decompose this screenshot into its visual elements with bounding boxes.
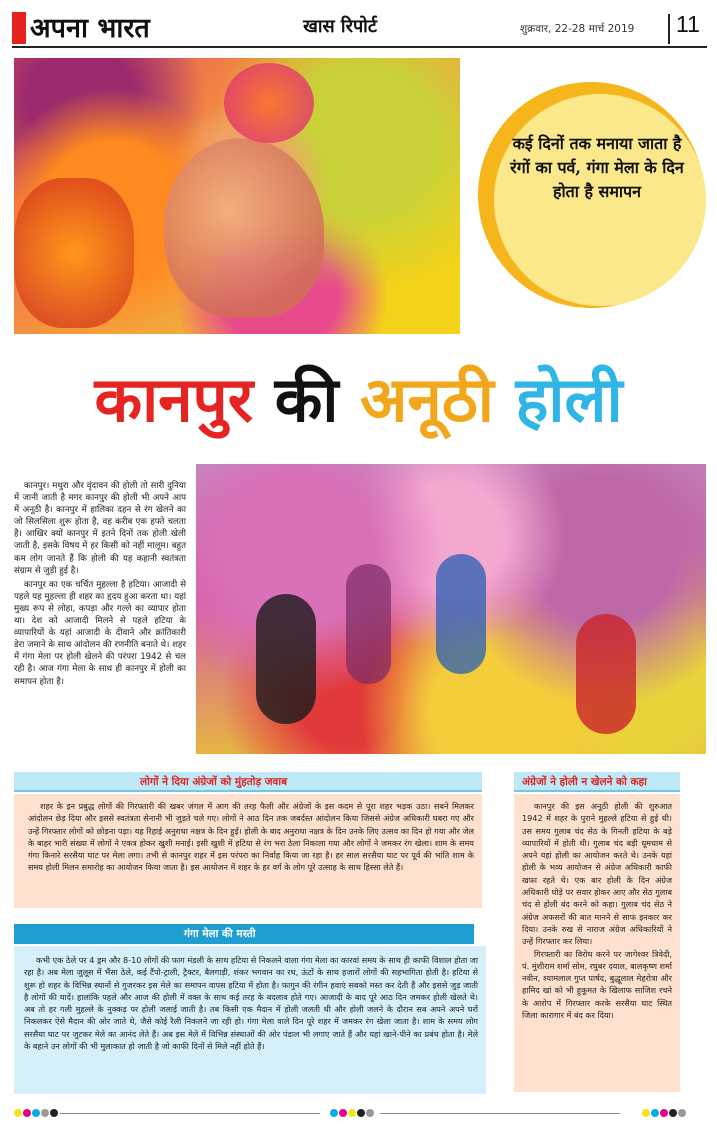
intro-paragraph: कानपुर। मथुरा और वृंदावन की होली तो सारी दुनिया में जानी जाती है मगर कानपुर की होली भी अपने आप में अनूठी है। कानपुर में हालिका दहन से रंग खेलने का जो सिलसिला शुरू होता है, वह करीब एक हफ्ते चलता है। आखिर क्यों कानपुर में इतने दिनों तक होली खेली जाती है, इसके विषय में हर किसी को नहीं मालूम। बहुत कम लोग जानते हैं कि होली की यह कहानी स्वतंत्रता संग्राम से जुड़ी हुई है। [14, 481, 186, 576]
photo-shape [256, 594, 316, 724]
registration-dot [23, 1109, 31, 1117]
registration-dot [50, 1109, 58, 1117]
registration-dot [678, 1109, 686, 1117]
holi-photo-top [14, 58, 460, 334]
photo-shape [576, 614, 636, 734]
registration-dot [14, 1109, 22, 1117]
registration-dot [651, 1109, 659, 1117]
article-paragraph: गिरफ्तारी का विरोध करने पर जागेश्वर त्रिवेदी, पं. मुंशीराम शर्मा सोम, रघुबर दयाल, बालकृष्ण शर्मा नवीन, श्यामलाल गुप्त पार्षद, बुद्धूलाल मेहरोत्रा और हामिद खां को भी हुकूमत के खिलाफ साजिश रचने के आरोप में गिरफ्तार करके सरसैया घाट स्थित जिला कारागार में बंद कर दिया। [522, 948, 672, 1021]
article-body: कभी एक ठेले पर 4 ड्रम और 8-10 लोगों की फाग मंडली के साथ हटिया से निकलने वाला गंगा मेला का कारवां समय के साथ ही काफी विशाल होता जा रहा है। अब मेला जुलूस में भैंसा ठेले, कई टैंपो-ट्राली, ट्रैक्टर, बैलगाड़ी, शंकर भगवान का रथ, ऊंटों के साथ हजारों लोगों की सहभागिता होती है। हटिया से शुरू हो शहर के विभिन्न स्थानों से गुजरकर इस मेले का समापन वापस हटिया में होता है। फागुन की रंगीन हवाएं सबको मस्त कर देती हैं और इससे जुड़ जाती है लोगों की यादें। हालांकि पहले और आज की होली में वक्त के साथ कई तरह के बदलाव होते गए। आजादी के बाद पूरे आठ दिन जमकर होली खेलते थे। अब तो हर गली मुहल्ले के नुक्कड़ पर होली जलाई जाती है। तब किसी एक मैदान में होली जलती थी और होली जलने के दौरान सब अपने अपने घरों निकलकर ऐसे मैदान की ओर जाते थे, जैसे कोई रैली निकलने जा रही हो। गंगा मेला वाले दिन पूरे शहर में जमकर रंग खेला जाता है। शाम के समय लोग सरसैया घाट पर जुटकर मेले का आनंद लेते हैं। अब इस मेले में विभिन्न संस्थाओं की ओर पंडाल भी लगाए जाते हैं और यहां खाने-पीने का प्रबंध होता है। मेले के बहाने उन लोगों की भी मुलाकात हो जाती है जो काफी दिनों से मिले नहीं होते हैं। [24, 955, 478, 1052]
registration-dot [32, 1109, 40, 1117]
logo-bar [12, 12, 26, 44]
headline-word-ki: की [274, 363, 339, 436]
issue-date: शुक्रवार, 22-28 मार्च 2019 [520, 23, 635, 35]
header-divider [668, 14, 670, 44]
main-headline [0, 360, 717, 440]
registration-dot [339, 1109, 347, 1117]
section-heading: लोगों ने दिया अंग्रेजों को मुंहतोड़ जवाब [140, 776, 288, 788]
registration-dot [348, 1109, 356, 1117]
article-paragraph: कानपुर की इस अनूठी होली की शुरुआत 1942 में शहर के पुराने मुहल्ले हटिया से हुई थी। उस समय गुलाब चंद सेठ के गिनती हटिया के बड़े व्यापारियों में होती थी। गुलाब चंद बड़ी धूमधाम से अपने यहां होली का आयोजन करते थे। उनके यहां होली के भव्य आयोजन से अंग्रेज अधिकारी काफी खफा रहते थे। एक बार होली के दिन अंग्रेज अधिकारी घोड़े पर सवार होकर आए और सेठ गुलाब चंद से होली बंद करने को कहा। गुलाब चंद सेठ ने अंग्रेज अफसरों की बात मानने से साफ इनकार कर दिया। उनके रुख से नाराज अंग्रेज अधिकारियों ने उन्हें गिरफ्तार कर लिया। [522, 801, 672, 947]
crop-line [60, 1113, 320, 1114]
registration-dot [357, 1109, 365, 1117]
article-box-resistance [14, 794, 482, 908]
registration-dot [660, 1109, 668, 1117]
page-number: 11 [676, 11, 700, 37]
crop-line [380, 1113, 620, 1114]
intro-paragraph: कानपुर का एक चर्चित मुहल्ला है हटिया। आजादी से पहले यह मुहल्ला ही शहर का हृदय हुआ करता था। यहां मुख्य रूप से लोहा, कपड़ा और गल्ले का व्यापार होता था। देश को आजादी मिलने से पहले हटिया के व्यापारियों के यहां आजादी के दीवाने और क्रांतिकारी डेरा जमाने के साथ आंदोलन की रणनीति बनाते थे। शहर में गंगा मेला पर होली खेलने की परंपरा 1942 से चल रही है। आज गंगा मेला के साथ ही कानपुर में होली का समापन होता है। [14, 579, 186, 687]
intro-column [14, 480, 186, 690]
newspaper-logo: अपना भारत [30, 13, 150, 44]
headline-word-anuthi: अनूठी [360, 363, 494, 436]
page-header [0, 0, 717, 48]
callout-text: कई दिनों तक मनाया जाता है रंगों का पर्व, गंगा मेला के दिन होता है समापन [510, 134, 684, 201]
header-rule [12, 46, 707, 48]
registration-dot [366, 1109, 374, 1117]
registration-marks-center [330, 1109, 374, 1117]
registration-marks-left [14, 1109, 58, 1117]
registration-dot [330, 1109, 338, 1117]
photo-shape [14, 178, 134, 328]
section-heading: गंगा मेला की मस्ती [184, 928, 256, 940]
registration-dot [41, 1109, 49, 1117]
article-body [522, 800, 672, 1021]
registration-marks-right [642, 1109, 686, 1117]
section-heading-bar [514, 772, 680, 792]
headline-word-holi: होली [515, 363, 623, 436]
section-heading: अंग्रेजों ने होली न खेलने को कहा [522, 776, 647, 788]
article-box-ganga-mela [14, 946, 486, 1094]
section-name: खास रिपोर्ट [303, 16, 377, 37]
article-body: शहर के इन प्रबुद्ध लोगों की गिरफ्तारी की खबर जंगल में आग की तरह फैली और अंग्रेजों के इस कदम से पूरा शहर भड़क उठा। सबने मिलकर आंदोलन छेड़ दिया और इससे स्वतंत्रता सेनानी भी जुड़ते चले गए। लोगों ने आठ दिन तक जबर्दस्त आंदोलन किया जिससे अंग्रेज अधिकारी घबरा गए और उन्हें गिरफ्तार लोगों को छोड़ना पड़ा। यह रिहाई अनुराधा नक्षत्र के दिन हुई। होली के बाद अनुराधा नक्षत्र के दिन उनके लिए उत्सव का दिन हो गया और जेल के बाहर भारी संख्या में लोगों ने एकत्र होकर खुशी मनाई। इसी खुशी में हटिया से रंग भरा ठेला निकाला गया और लोगों ने जमकर रंग खेला। शाम के समय गंगा किनारे सरसैया घाट पर मेला लगा। तभी से कानपुर शहर में इस परंपरा का निर्वाह किया जा रहा है। हर साल सरसैया घाट पर पूर्व की भांति शाम के समय होली मिलन समारोह का आयोजन किया जाता है। इस आयोजन में शहर के हर वर्ग के लोग पूरे उत्साह के साथ हिस्सा लेते हैं। [28, 801, 474, 873]
photo-shape [346, 564, 391, 684]
article-box-british [514, 794, 680, 1092]
headline-word-kanpur: कानपुर [94, 363, 254, 436]
photo-shape [164, 138, 324, 318]
photo-shape [224, 63, 314, 143]
section-heading-bar [14, 924, 474, 944]
section-heading-bar [14, 772, 482, 792]
holi-crowd-photo [196, 464, 706, 754]
registration-dot [669, 1109, 677, 1117]
registration-dot [642, 1109, 650, 1117]
photo-shape [436, 554, 486, 674]
